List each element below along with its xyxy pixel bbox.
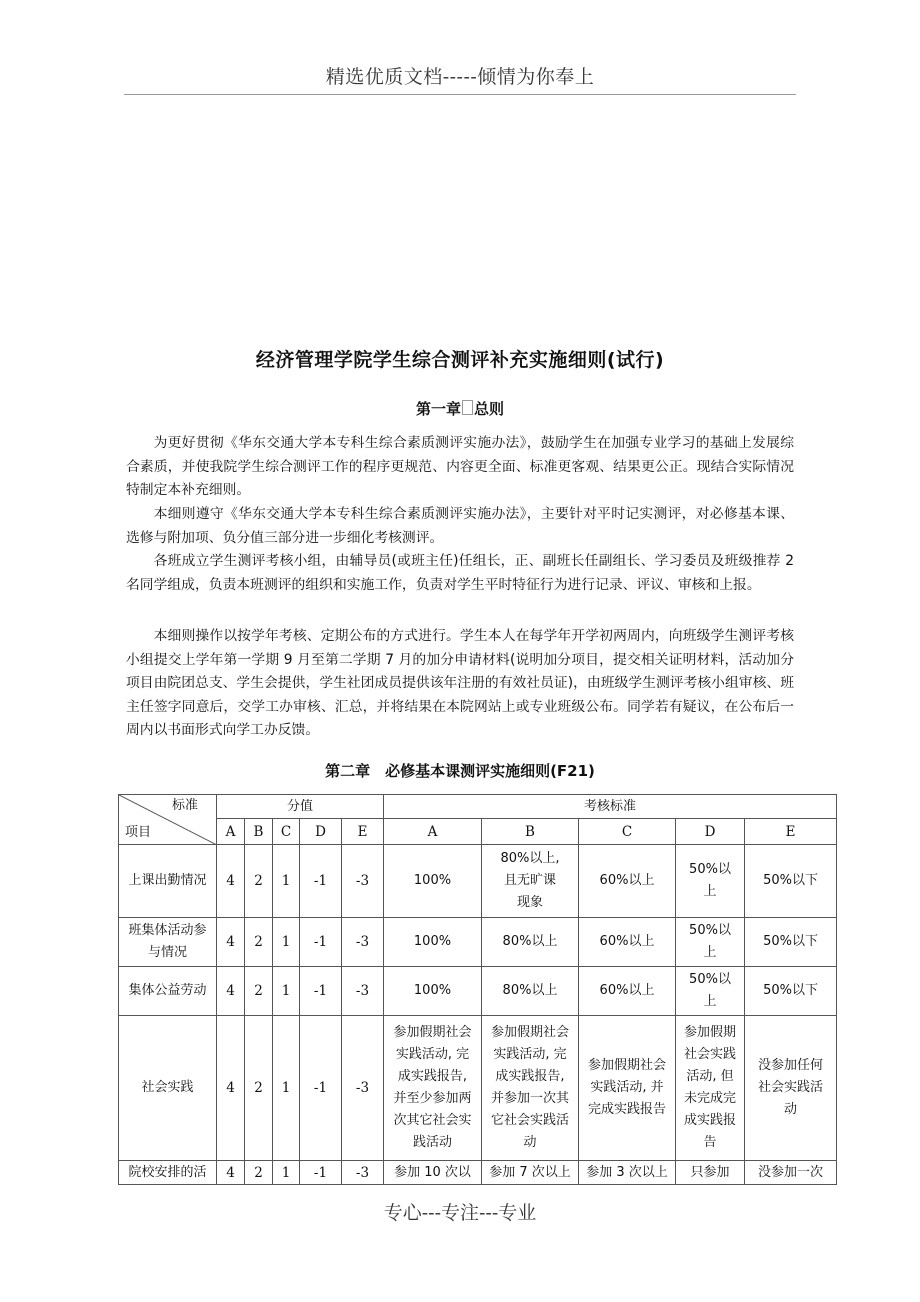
cell-text: 成实践报	[683, 1113, 736, 1128]
cell-text: 50%以	[689, 923, 731, 938]
criteria-cell	[676, 845, 745, 918]
criteria-cell	[579, 1161, 676, 1185]
cell-text: 50%以下	[763, 934, 818, 949]
page-footer: 专心---专注---专业	[383, 1202, 537, 1224]
cell-text: 践活动	[412, 1135, 452, 1150]
table-subheader-row	[119, 819, 837, 845]
criteria-cell	[482, 1161, 579, 1185]
item-cell	[119, 1016, 217, 1161]
paragraph: 本细则操作以按学年考核、定期公布的方式进行。学生本人在每学年开学初两周内，向班级学生测评考核小组提交上学年第一学期 9 月至第二学期 7 月的加分申请材料(说明加分项目，提交相关证明材料，活动加分项目由院团总支、学生会提供，学生社团成员提供该年注册的有效社员证)，由班级学生测评考核小组审核、班主任签字同意后，交学工办审核、汇总，并将结果在本院网站上或专业班级公布。同学若有疑议，在公布后一周内以书面形式向学工办反馈。	[126, 628, 794, 739]
corner-header-cell	[119, 795, 217, 845]
cell-text: 社会实践活	[758, 1080, 824, 1095]
score-cell: 4	[217, 967, 245, 1016]
cell-text: 并参加一次其	[490, 1091, 569, 1106]
criteria-cell	[384, 1161, 482, 1185]
cell-text: 上	[703, 884, 717, 899]
criteria-cell	[579, 967, 676, 1016]
table-row	[119, 967, 837, 1016]
criteria-cell	[745, 967, 837, 1016]
header-divider	[124, 94, 796, 95]
cell-text: 成实践报告,	[397, 1069, 468, 1084]
score-col-header: A	[217, 819, 245, 845]
table-header-row	[119, 795, 837, 819]
cell-text: 实践活动, 完	[493, 1047, 567, 1062]
cell-text: 60%以上	[599, 983, 655, 998]
score-cell: 1	[273, 1161, 300, 1185]
criteria-cell	[676, 1016, 745, 1161]
criteria-cell	[745, 918, 837, 967]
criteria-group-header: 考核标准	[384, 795, 837, 819]
cell-text: 只参加	[690, 1164, 730, 1180]
score-cell: 2	[245, 967, 273, 1016]
score-cell: 2	[245, 918, 273, 967]
cell-text: 50%以	[689, 862, 731, 877]
cell-text: 完成实践报告	[587, 1102, 666, 1117]
cell-text: 80%以上	[502, 934, 558, 949]
item-cell	[119, 967, 217, 1016]
table-row	[119, 1161, 837, 1185]
criteria-cell	[384, 1016, 482, 1161]
score-cell: 2	[245, 845, 273, 918]
score-col-header: E	[342, 819, 384, 845]
cell-text: 它社会实践活	[490, 1113, 569, 1128]
score-cell: -1	[300, 1161, 342, 1185]
missing-glyph-box	[462, 400, 473, 415]
criteria-cell	[745, 1016, 837, 1161]
chapter-1-number: 第一章	[415, 400, 461, 418]
cell-text: 没参加一次	[758, 1164, 824, 1180]
cell-text: 80%以上	[502, 983, 558, 998]
criteria-cell	[384, 918, 482, 967]
criteria-cell	[676, 1161, 745, 1185]
cell-text: 并至少参加两	[393, 1091, 472, 1106]
cell-text: 院校安排的活	[128, 1164, 207, 1180]
cell-text: 60%以上	[599, 873, 655, 888]
cell-text: 参加 10 次以	[394, 1164, 471, 1180]
cell-text: 50%以下	[763, 983, 818, 998]
chapter-1-heading	[124, 398, 796, 419]
score-cell: -3	[342, 845, 384, 918]
criteria-cell	[676, 918, 745, 967]
chapter-2-heading: 第二章 必修基本课测评实施细则(F21)	[325, 762, 595, 780]
cell-text: 班集体活动参	[128, 923, 207, 938]
cell-text: 60%以上	[599, 934, 655, 949]
paragraph: 本细则遵守《华东交通大学本专科生综合素质测评实施办法》，主要针对平时记实测评，对必修基本课、选修与附加项、负分值三部分进一步细化考核测评。	[126, 506, 794, 546]
cell-text: 100%	[413, 983, 452, 998]
paragraph: 各班成立学生测评考核小组，由辅导员(或班主任)任组长，正、副班长任副组长、学习委员及班级推荐 2 名同学组成，负责本班测评的组织和实施工作，负责对学生平时特征行为进行记录、评议、审核和上报。	[126, 553, 794, 593]
criteria-cell	[384, 967, 482, 1016]
cell-text: 次其它社会实	[393, 1113, 472, 1128]
cell-text: 80%以上,	[500, 851, 560, 866]
table-row	[119, 845, 837, 918]
score-cell: 4	[217, 1161, 245, 1185]
item-cell	[119, 918, 217, 967]
criteria-col-header: D	[676, 819, 745, 845]
score-col-header: D	[300, 819, 342, 845]
cell-text: 参加 3 次以上	[586, 1164, 668, 1180]
cell-text: 现象	[516, 895, 543, 910]
score-col-header: B	[245, 819, 273, 845]
score-cell: -1	[300, 918, 342, 967]
cell-text: 动	[523, 1135, 537, 1150]
cell-text: 活动, 但	[686, 1069, 734, 1084]
item-cell	[119, 1161, 217, 1185]
cell-text: 社会实践	[141, 1080, 194, 1095]
corner-label-item: 项目	[125, 825, 152, 840]
page-header: 精选优质文档-----倾情为你奉上	[325, 66, 595, 88]
criteria-cell	[579, 1016, 676, 1161]
cell-text: 与情况	[147, 945, 187, 960]
evaluation-table	[118, 794, 837, 1185]
item-cell	[119, 845, 217, 918]
score-cell: -1	[300, 845, 342, 918]
cell-text: 50%以	[689, 972, 731, 987]
criteria-cell	[579, 918, 676, 967]
score-cell: -3	[342, 918, 384, 967]
table-row	[119, 1016, 837, 1161]
cell-text: 参加假期社会	[587, 1058, 666, 1073]
cell-text: 上	[703, 994, 717, 1009]
cell-text: 参加假期社会	[490, 1025, 569, 1040]
criteria-cell	[579, 845, 676, 918]
cell-text: 上	[703, 945, 717, 960]
cell-text: 实践活动, 并	[590, 1080, 664, 1095]
score-cell: 2	[245, 1161, 273, 1185]
score-cell: -1	[300, 967, 342, 1016]
score-cell: 4	[217, 845, 245, 918]
score-cell: -3	[342, 1016, 384, 1161]
score-col-header: C	[273, 819, 300, 845]
cell-text: 参加 7 次以上	[489, 1164, 571, 1180]
cell-text: 100%	[413, 873, 452, 888]
cell-text: 实践活动, 完	[395, 1047, 470, 1062]
criteria-col-header: C	[579, 819, 676, 845]
cell-text: 未完成完	[683, 1091, 736, 1106]
criteria-col-header: A	[384, 819, 482, 845]
score-cell: 2	[245, 1016, 273, 1161]
cell-text: 50%以下	[763, 873, 818, 888]
cell-text: 参加假期	[683, 1025, 736, 1040]
score-cell: 1	[273, 967, 300, 1016]
score-cell: -3	[342, 967, 384, 1016]
score-cell: -1	[300, 1016, 342, 1161]
cell-text: 集体公益劳动	[128, 983, 207, 998]
criteria-cell	[384, 845, 482, 918]
criteria-cell	[482, 918, 579, 967]
score-cell: 1	[273, 1016, 300, 1161]
criteria-cell	[676, 967, 745, 1016]
document-title: 经济管理学院学生综合测评补充实施细则(试行)	[255, 349, 665, 371]
score-cell: 4	[217, 1016, 245, 1161]
cell-text: 上课出勤情况	[128, 873, 207, 888]
cell-text: 参加假期社会	[393, 1025, 472, 1040]
cell-text: 成实践报告,	[495, 1069, 565, 1084]
cell-text: 没参加任何	[758, 1058, 824, 1073]
criteria-cell	[482, 967, 579, 1016]
criteria-cell	[482, 1016, 579, 1161]
chapter-1-title: 总则	[474, 400, 505, 418]
cell-text: 告	[703, 1135, 717, 1150]
score-cell: -3	[342, 1161, 384, 1185]
criteria-col-header: E	[745, 819, 837, 845]
cell-text: 社会实践	[683, 1047, 736, 1062]
cell-text: 100%	[413, 934, 452, 949]
criteria-cell	[745, 845, 837, 918]
criteria-cell	[745, 1161, 837, 1185]
criteria-cell	[482, 845, 579, 918]
cell-text: 且无旷课	[503, 873, 556, 888]
score-cell: 1	[273, 918, 300, 967]
score-cell: 4	[217, 918, 245, 967]
criteria-col-header: B	[482, 819, 579, 845]
score-cell: 1	[273, 845, 300, 918]
table-row	[119, 918, 837, 967]
score-group-header: 分值	[217, 795, 384, 819]
cell-text: 动	[784, 1102, 798, 1117]
corner-label-criteria: 标准	[171, 798, 198, 813]
paragraph: 为更好贯彻《华东交通大学本专科生综合素质测评实施办法》，鼓励学生在加强专业学习的基础上发展综合素质，并使我院学生综合测评工作的程序更规范、内容更全面、标准更客观、结果更公正。现结合实际情况特制定本补充细则。	[126, 435, 794, 499]
